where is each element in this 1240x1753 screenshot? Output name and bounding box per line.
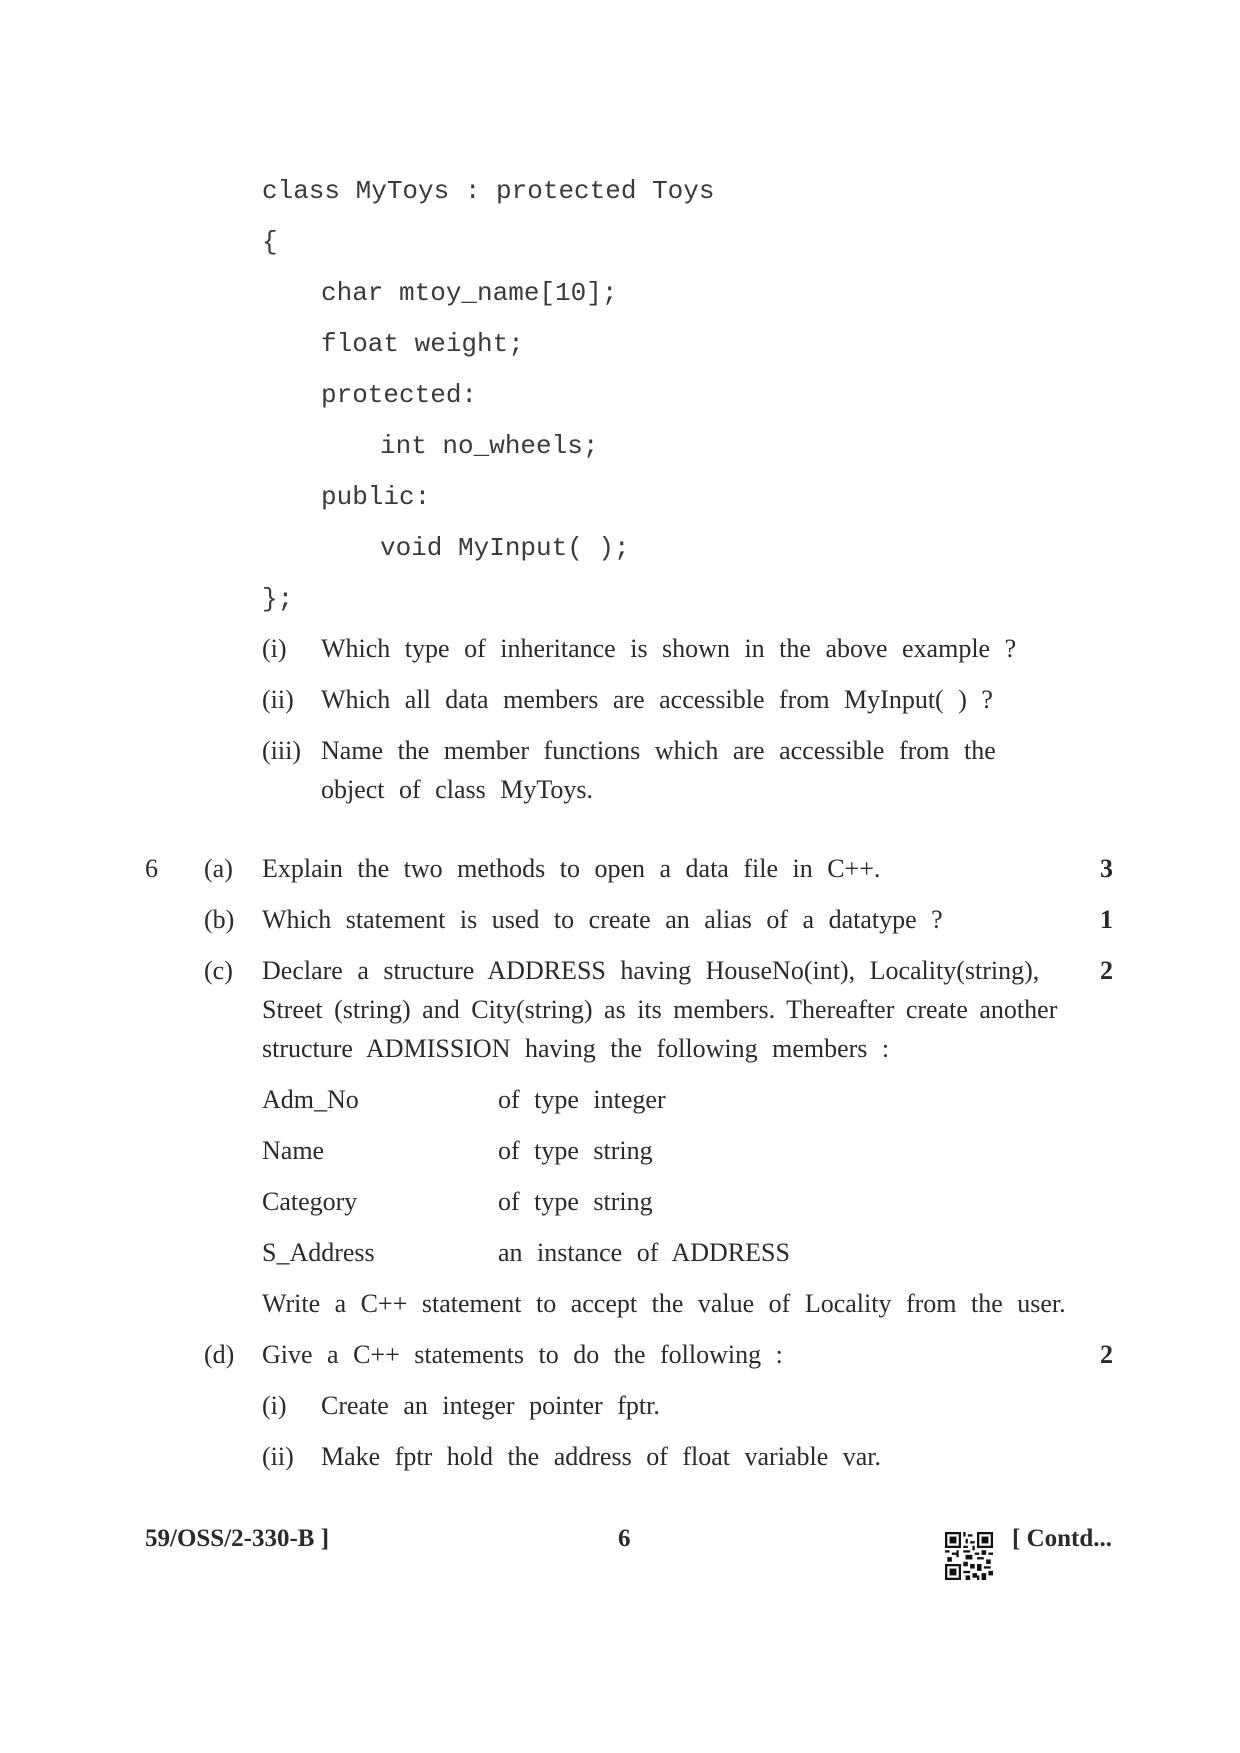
code-line: char mtoy_name[10]; — [321, 278, 618, 308]
part-text: Which statement is used to create an alias of a datatype ? — [262, 905, 943, 934]
qr-code-icon — [945, 1532, 993, 1580]
question-number: 6 — [145, 854, 158, 883]
marks: 2 — [1100, 956, 1113, 985]
member-type: of type integer — [498, 1085, 666, 1114]
marks: 1 — [1100, 905, 1113, 934]
member-name: Adm_No — [262, 1085, 359, 1114]
code-line: int no_wheels; — [380, 431, 599, 461]
code-line: protected: — [321, 380, 478, 410]
sub-question-number: (i) — [262, 1391, 287, 1420]
code-line: float weight; — [321, 329, 524, 359]
part-text: Give a C++ statements to do the following : — [262, 1340, 783, 1369]
sub-question-text: Name the member functions which are accessible from the — [321, 736, 996, 765]
paper-code: 59/OSS/2-330-B ] — [145, 1525, 330, 1552]
code-line: { — [262, 227, 278, 257]
sub-question-number: (i) — [262, 634, 287, 663]
code-line: class MyToys : protected Toys — [262, 176, 715, 206]
part-label: (b) — [204, 905, 235, 934]
sub-question-number: (ii) — [262, 685, 294, 714]
part-label: (c) — [204, 956, 233, 985]
part-text: Declare a structure ADDRESS having HouseNo(int), Locality(string), — [262, 956, 1040, 985]
part-text: Explain the two methods to open a data file in C++. — [262, 854, 881, 883]
sub-question-text: Create an integer pointer fptr. — [321, 1391, 660, 1420]
part-text-cont: structure ADMISSION having the following members : — [262, 1034, 890, 1063]
code-line: public: — [321, 482, 431, 512]
member-type: of type string — [498, 1136, 653, 1165]
marks: 2 — [1100, 1340, 1113, 1369]
sub-question-number: (iii) — [262, 736, 301, 765]
part-label: (d) — [204, 1340, 235, 1369]
code-line: }; — [262, 584, 294, 614]
member-type: an instance of ADDRESS — [498, 1238, 790, 1267]
member-type: of type string — [498, 1187, 653, 1216]
sub-question-text-cont: object of class MyToys. — [321, 775, 594, 804]
member-name: Category — [262, 1187, 358, 1216]
sub-question-text: Which type of inheritance is shown in the above example ? — [321, 634, 1017, 663]
code-line: void MyInput( ); — [380, 533, 630, 563]
member-name: Name — [262, 1136, 325, 1165]
sub-question-text: Make fptr hold the address of float variable var. — [321, 1442, 881, 1471]
part-text-cont: Street (string) and City(string) as its members. Thereafter create another — [262, 995, 1058, 1024]
sub-question-text: Which all data members are accessible from MyInput( ) ? — [321, 685, 993, 714]
member-name: S_Address — [262, 1238, 375, 1267]
part-label: (a) — [204, 854, 233, 883]
continued-label: [ Contd... — [1012, 1525, 1113, 1552]
marks: 3 — [1100, 854, 1113, 883]
sub-question-number: (ii) — [262, 1442, 294, 1471]
part-text: Write a C++ statement to accept the value of Locality from the user. — [262, 1289, 1066, 1318]
page-number: 6 — [618, 1525, 631, 1552]
